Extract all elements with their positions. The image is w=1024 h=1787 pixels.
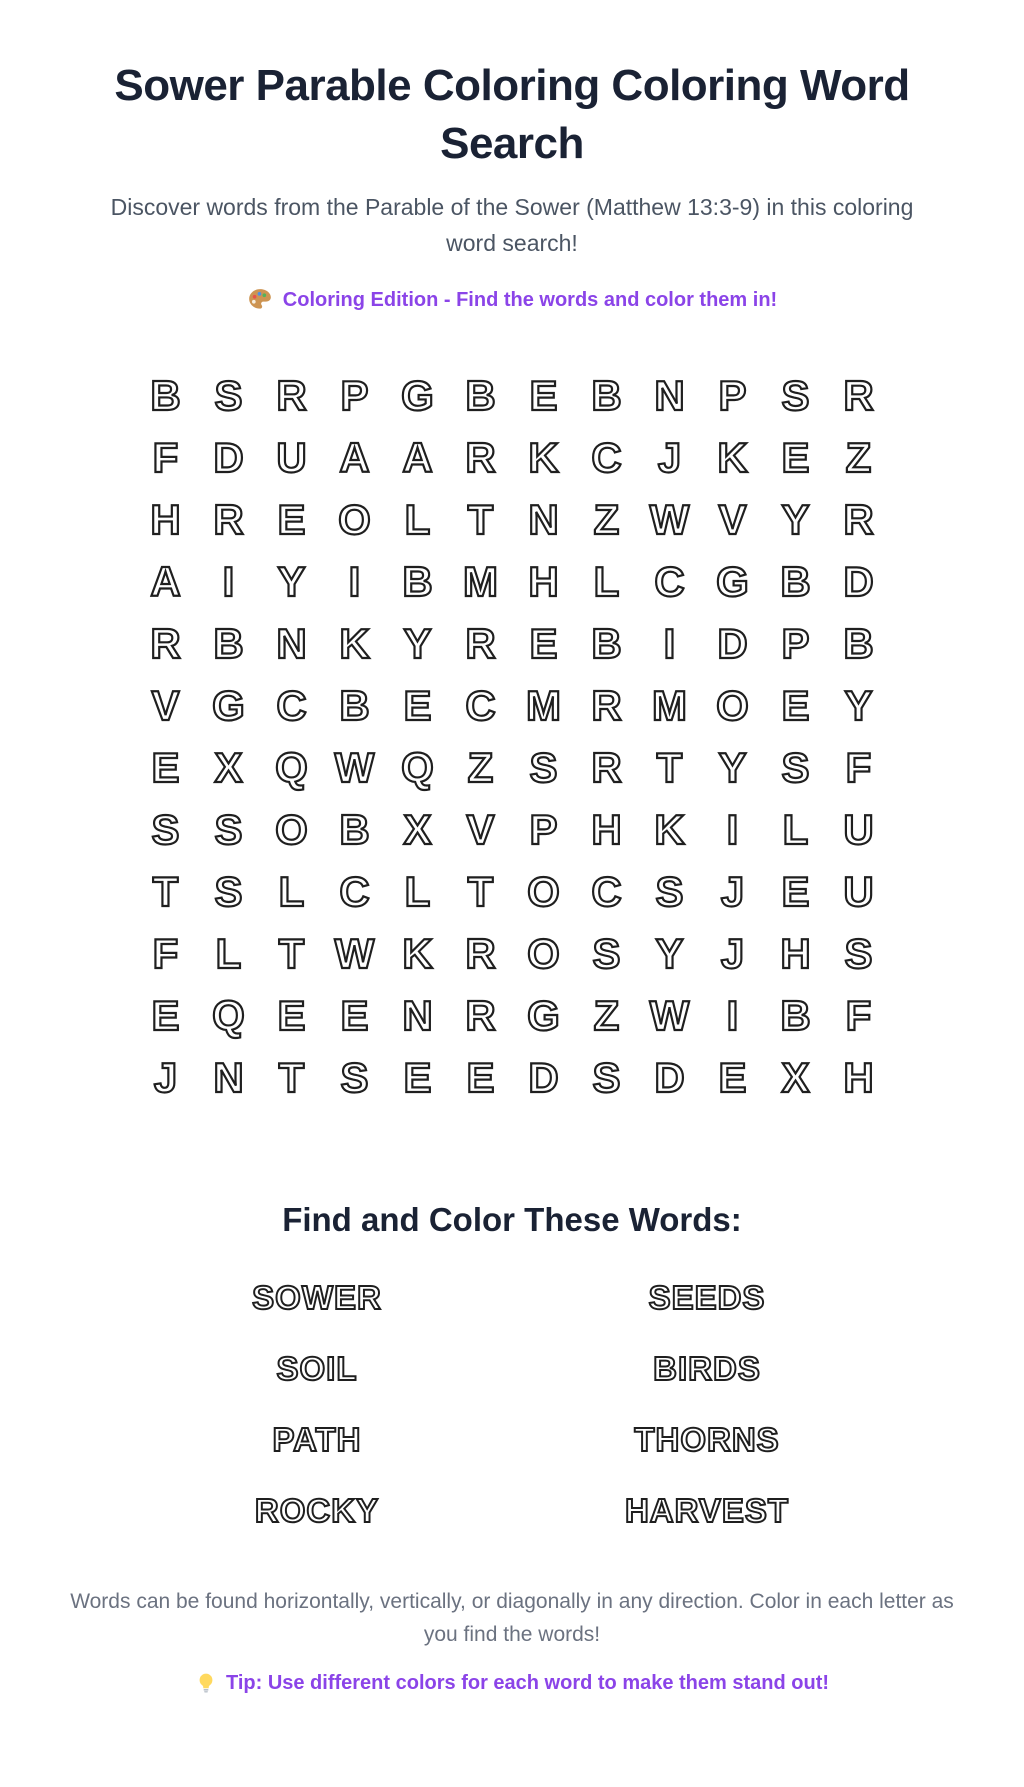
coloring-edition-note bbox=[0, 287, 1024, 313]
grid-letter-r9c5[interactable]: L bbox=[404, 868, 431, 916]
grid-letter-r10c8[interactable]: S bbox=[592, 930, 621, 978]
grid-letter-r3c2[interactable]: R bbox=[213, 496, 244, 544]
grid-letter-r4c1[interactable]: A bbox=[150, 558, 181, 606]
tip-note bbox=[0, 1672, 1024, 1695]
grid-letter-r3c11[interactable]: Y bbox=[781, 496, 810, 544]
grid-letter-r10c10[interactable]: J bbox=[720, 930, 745, 978]
grid-letter-r10c12[interactable]: S bbox=[844, 930, 873, 978]
grid-letter-r5c4[interactable]: K bbox=[339, 620, 370, 668]
grid-letter-r7c12[interactable]: F bbox=[845, 744, 872, 792]
grid-letter-r12c10[interactable]: E bbox=[718, 1054, 747, 1102]
grid-letter-r12c6[interactable]: E bbox=[466, 1054, 495, 1102]
grid-letter-r1c5[interactable]: G bbox=[401, 372, 434, 420]
word-item-thorns[interactable]: THORNS bbox=[634, 1421, 780, 1459]
grid-letter-r10c9[interactable]: Y bbox=[655, 930, 684, 978]
grid-letter-r2c6[interactable]: R bbox=[465, 434, 496, 482]
grid-letter-r8c8[interactable]: H bbox=[591, 806, 622, 854]
grid-letter-r8c12[interactable]: U bbox=[843, 806, 874, 854]
word-item-birds[interactable]: BIRDS bbox=[653, 1350, 761, 1388]
grid-letter-r11c11[interactable]: B bbox=[780, 992, 811, 1040]
grid-letter-r2c7[interactable]: K bbox=[528, 434, 559, 482]
grid-letter-r6c6[interactable]: C bbox=[465, 682, 496, 730]
grid-letter-r4c12[interactable]: D bbox=[843, 558, 874, 606]
word-item-rocky[interactable]: ROCKY bbox=[254, 1492, 380, 1530]
grid-letter-r7c6[interactable]: Z bbox=[467, 744, 494, 792]
grid-letter-r4c9[interactable]: C bbox=[654, 558, 685, 606]
grid-letter-r5c1[interactable]: R bbox=[150, 620, 181, 668]
grid-letter-r7c2[interactable]: X bbox=[214, 744, 243, 792]
grid-letter-r2c9[interactable]: J bbox=[657, 434, 682, 482]
grid-letter-r6c7[interactable]: M bbox=[526, 682, 561, 730]
grid-letter-r8c11[interactable]: L bbox=[782, 806, 809, 854]
grid-letter-r10c3[interactable]: T bbox=[278, 930, 305, 978]
grid-letter-r10c11[interactable]: H bbox=[780, 930, 811, 978]
grid-letter-r3c10[interactable]: V bbox=[718, 496, 747, 544]
grid-letter-r1c7[interactable]: E bbox=[529, 372, 558, 420]
grid-letter-r12c11[interactable]: X bbox=[781, 1054, 810, 1102]
grid-letter-r11c9[interactable]: W bbox=[649, 992, 690, 1040]
grid-letter-r11c3[interactable]: E bbox=[277, 992, 306, 1040]
grid-letter-r4c11[interactable]: B bbox=[780, 558, 811, 606]
grid-letter-r12c2[interactable]: N bbox=[213, 1054, 244, 1102]
grid-letter-r7c9[interactable]: T bbox=[656, 744, 683, 792]
grid-letter-r3c1[interactable]: H bbox=[150, 496, 181, 544]
grid-letter-r10c4[interactable]: W bbox=[334, 930, 375, 978]
grid-letter-r5c9[interactable]: I bbox=[663, 620, 676, 668]
grid-letter-r7c11[interactable]: S bbox=[781, 744, 810, 792]
word-item-harvest[interactable]: HARVEST bbox=[624, 1492, 790, 1530]
palette-icon bbox=[247, 287, 273, 313]
grid-letter-r12c12[interactable]: H bbox=[843, 1054, 874, 1102]
word-list-right-column bbox=[512, 1279, 902, 1530]
grid-letter-r11c7[interactable]: G bbox=[527, 992, 560, 1040]
grid-letter-r7c8[interactable]: R bbox=[591, 744, 622, 792]
page-title: Sower Parable Coloring Coloring Word Search bbox=[114, 61, 910, 169]
grid-letter-r4c6[interactable]: M bbox=[463, 558, 498, 606]
grid-letter-r5c8[interactable]: B bbox=[591, 620, 622, 668]
grid-letter-r11c2[interactable]: Q bbox=[212, 992, 245, 1040]
grid-letter-r11c6[interactable]: R bbox=[465, 992, 496, 1040]
grid-letter-r2c2[interactable]: D bbox=[213, 434, 244, 482]
grid-letter-r7c10[interactable]: Y bbox=[718, 744, 747, 792]
grid-letter-r5c7[interactable]: E bbox=[529, 620, 558, 668]
grid-letter-r3c6[interactable]: T bbox=[467, 496, 494, 544]
grid-letter-r12c9[interactable]: D bbox=[654, 1054, 685, 1102]
grid-letter-r6c3[interactable]: C bbox=[276, 682, 307, 730]
grid-letter-r1c9[interactable]: N bbox=[654, 372, 685, 420]
word-list-heading: Find and Color These Words: bbox=[282, 1201, 742, 1239]
grid-letter-r12c8[interactable]: S bbox=[592, 1054, 621, 1102]
grid-letter-r5c6[interactable]: R bbox=[465, 620, 496, 668]
word-item-seeds[interactable]: SEEDS bbox=[648, 1279, 766, 1317]
grid-letter-r5c5[interactable]: Y bbox=[403, 620, 432, 668]
grid-letter-r6c5[interactable]: E bbox=[403, 682, 432, 730]
grid-letter-r11c12[interactable]: F bbox=[845, 992, 872, 1040]
grid-letter-r11c1[interactable]: E bbox=[151, 992, 180, 1040]
grid-letter-r2c1[interactable]: F bbox=[152, 434, 179, 482]
grid-letter-r1c2[interactable]: S bbox=[214, 372, 243, 420]
grid-letter-r7c1[interactable]: E bbox=[151, 744, 180, 792]
grid-letter-r9c6[interactable]: T bbox=[467, 868, 494, 916]
grid-letter-r2c12[interactable]: Z bbox=[845, 434, 872, 482]
grid-letter-r10c1[interactable]: F bbox=[152, 930, 179, 978]
grid-letter-r9c2[interactable]: S bbox=[214, 868, 243, 916]
grid-letter-r10c2[interactable]: L bbox=[215, 930, 242, 978]
grid-letter-r10c5[interactable]: K bbox=[402, 930, 433, 978]
grid-letter-r11c5[interactable]: N bbox=[402, 992, 433, 1040]
grid-letter-r5c12[interactable]: B bbox=[843, 620, 874, 668]
grid-letter-r9c8[interactable]: C bbox=[591, 868, 622, 916]
word-item-path[interactable]: PATH bbox=[272, 1421, 362, 1459]
grid-letter-r11c10[interactable]: I bbox=[726, 992, 739, 1040]
grid-letter-r10c6[interactable]: R bbox=[465, 930, 496, 978]
grid-letter-r6c11[interactable]: E bbox=[781, 682, 810, 730]
grid-letter-r8c7[interactable]: P bbox=[529, 806, 558, 854]
grid-letter-r3c3[interactable]: E bbox=[277, 496, 306, 544]
grid-letter-r1c12[interactable]: R bbox=[843, 372, 874, 420]
grid-letter-r1c11[interactable]: S bbox=[781, 372, 810, 420]
grid-letter-r6c8[interactable]: R bbox=[591, 682, 622, 730]
grid-letter-r2c10[interactable]: K bbox=[717, 434, 748, 482]
grid-letter-r7c7[interactable]: S bbox=[529, 744, 558, 792]
grid-letter-r8c6[interactable]: V bbox=[466, 806, 495, 854]
grid-letter-r8c2[interactable]: S bbox=[214, 806, 243, 854]
grid-letter-r6c12[interactable]: Y bbox=[844, 682, 873, 730]
grid-letter-r3c4[interactable]: O bbox=[338, 496, 371, 544]
page-subtitle: Discover words from the Parable of the Sower (Matthew 13:3-9) in this coloring word search! bbox=[110, 194, 914, 256]
word-list-left-column bbox=[122, 1279, 512, 1530]
letter-grid bbox=[0, 365, 1024, 1109]
grid-letter-r12c1[interactable]: J bbox=[153, 1054, 178, 1102]
grid-letter-r5c10[interactable]: D bbox=[717, 620, 748, 668]
grid-letter-r9c1[interactable]: T bbox=[152, 868, 179, 916]
grid-letter-r2c11[interactable]: E bbox=[781, 434, 810, 482]
instructions-text: Words can be found horizontally, vertically, or diagonally in any direction. Color in each letter as you find the words! bbox=[70, 1590, 954, 1646]
grid-letter-r6c10[interactable]: O bbox=[716, 682, 749, 730]
grid-letter-r4c7[interactable]: H bbox=[528, 558, 559, 606]
grid-letter-r2c3[interactable]: U bbox=[276, 434, 307, 482]
grid-letter-r5c11[interactable]: P bbox=[781, 620, 810, 668]
grid-letter-r2c5[interactable]: A bbox=[402, 434, 433, 482]
grid-letter-r7c4[interactable]: W bbox=[334, 744, 375, 792]
grid-letter-r1c6[interactable]: B bbox=[465, 372, 496, 420]
grid-letter-r4c4[interactable]: I bbox=[348, 558, 361, 606]
grid-letter-r9c11[interactable]: E bbox=[781, 868, 810, 916]
grid-letter-r8c4[interactable]: B bbox=[339, 806, 370, 854]
grid-letter-r11c8[interactable]: Z bbox=[593, 992, 620, 1040]
grid-letter-r5c3[interactable]: N bbox=[276, 620, 307, 668]
grid-letter-r9c4[interactable]: C bbox=[339, 868, 370, 916]
grid-letter-r4c10[interactable]: G bbox=[716, 558, 749, 606]
grid-letter-r4c2[interactable]: I bbox=[222, 558, 235, 606]
grid-letter-r2c4[interactable]: A bbox=[339, 434, 370, 482]
grid-letter-r1c1[interactable]: B bbox=[150, 372, 181, 420]
grid-letter-r4c3[interactable]: Y bbox=[277, 558, 306, 606]
grid-letter-r3c5[interactable]: L bbox=[404, 496, 431, 544]
grid-letter-r7c5[interactable]: Q bbox=[401, 744, 434, 792]
grid-letter-r6c4[interactable]: B bbox=[339, 682, 370, 730]
lightbulb-icon bbox=[195, 1672, 217, 1694]
edition-note-text: Coloring Edition - Find the words and color them in! bbox=[282, 288, 778, 311]
word-item-soil[interactable]: SOIL bbox=[276, 1350, 358, 1388]
grid-letter-r8c9[interactable]: K bbox=[654, 806, 685, 854]
grid-letter-r10c7[interactable]: O bbox=[527, 930, 560, 978]
grid-letter-r3c7[interactable]: N bbox=[528, 496, 559, 544]
grid-letter-r6c9[interactable]: M bbox=[652, 682, 687, 730]
grid-letter-r6c1[interactable]: V bbox=[151, 682, 180, 730]
grid-letter-r1c8[interactable]: B bbox=[591, 372, 622, 420]
grid-letter-r9c10[interactable]: J bbox=[720, 868, 745, 916]
grid-letter-r8c3[interactable]: O bbox=[275, 806, 308, 854]
grid-letter-r4c8[interactable]: L bbox=[593, 558, 620, 606]
grid-letter-r8c5[interactable]: X bbox=[403, 806, 432, 854]
grid-letter-r12c7[interactable]: D bbox=[528, 1054, 559, 1102]
grid-letter-r11c4[interactable]: E bbox=[340, 992, 369, 1040]
grid-letter-r12c3[interactable]: T bbox=[278, 1054, 305, 1102]
grid-letter-r1c10[interactable]: P bbox=[718, 372, 747, 420]
grid-letter-r12c4[interactable]: S bbox=[340, 1054, 369, 1102]
grid-letter-r5c2[interactable]: B bbox=[213, 620, 244, 668]
grid-letter-r12c5[interactable]: E bbox=[403, 1054, 432, 1102]
tip-text: Tip: Use different colors for each word to make them stand out! bbox=[225, 1671, 830, 1694]
grid-letter-r3c8[interactable]: Z bbox=[593, 496, 620, 544]
grid-letter-r9c12[interactable]: U bbox=[843, 868, 874, 916]
grid-letter-r3c9[interactable]: W bbox=[649, 496, 690, 544]
grid-letter-r2c8[interactable]: C bbox=[591, 434, 622, 482]
grid-letter-r6c2[interactable]: G bbox=[212, 682, 245, 730]
grid-letter-r1c4[interactable]: P bbox=[340, 372, 369, 420]
grid-letter-r9c9[interactable]: S bbox=[655, 868, 684, 916]
word-item-sower[interactable]: SOWER bbox=[252, 1279, 382, 1317]
grid-letter-r8c1[interactable]: S bbox=[151, 806, 180, 854]
grid-letter-r1c3[interactable]: R bbox=[276, 372, 307, 420]
grid-letter-r8c10[interactable]: I bbox=[726, 806, 739, 854]
grid-letter-r3c12[interactable]: R bbox=[843, 496, 874, 544]
grid-letter-r9c7[interactable]: O bbox=[527, 868, 560, 916]
word-list bbox=[122, 1279, 902, 1530]
grid-letter-r4c5[interactable]: B bbox=[402, 558, 433, 606]
grid-letter-r9c3[interactable]: L bbox=[278, 868, 305, 916]
grid-letter-r7c3[interactable]: Q bbox=[275, 744, 308, 792]
